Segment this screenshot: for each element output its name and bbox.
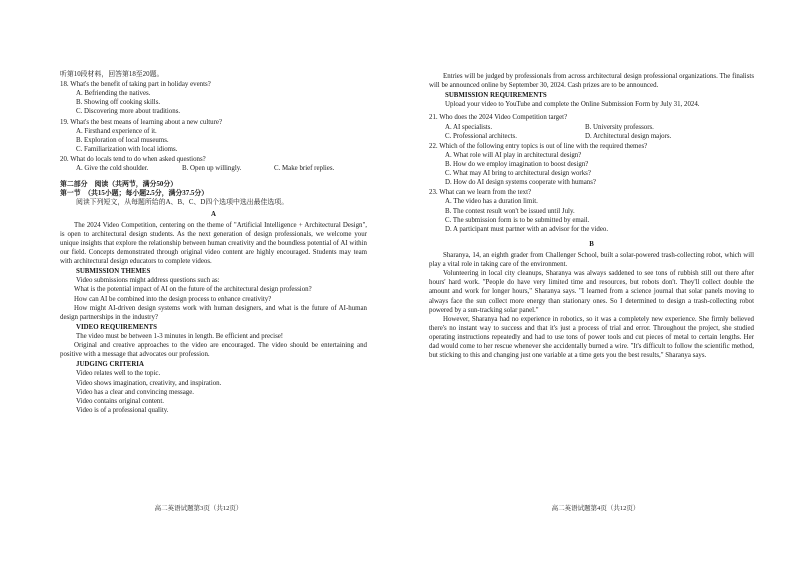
question-20	[60, 155, 367, 173]
right-page	[397, 0, 794, 561]
option-a: A. Give the cold shoulder.	[76, 165, 149, 173]
option-c: C. The submission form is to be submitted by email.	[445, 216, 590, 224]
criterion: Video contains original content.	[76, 397, 164, 405]
judging-criteria-heading: JUDGING CRITERIA	[76, 361, 144, 369]
criterion: Video has a clear and convincing message.	[76, 388, 195, 396]
passage-paragraph: Sharanya, 14, an eighth grader from Challenger School, built a solar-powered trash-collecting robot, which will play a vital role in taking care of the environment.	[429, 251, 754, 269]
option-a: A. Firsthand experience of it.	[76, 127, 157, 135]
question-stem: 18. What's the benefit of taking part in holiday events?	[60, 81, 211, 89]
part-title: 第二部分 阅读（共两节，满分50分）	[60, 181, 178, 189]
option-a: A. What role will AI play in architectural design?	[445, 151, 582, 159]
option-d: D. A participant must partner with an advisor for the video.	[445, 225, 609, 233]
video-requirements-heading: VIDEO REQUIREMENTS	[76, 323, 157, 331]
option-b: B. Open up willingly.	[182, 165, 242, 173]
listening-intro: 听第10段材料，回答第18至20题。	[60, 71, 164, 78]
option-b: B. How do we employ imagination to boost design?	[445, 160, 589, 168]
options-row	[60, 164, 367, 173]
submission-text: Upload your video to YouTube and complete the Online Submission Form by July 31, 2024.	[445, 101, 700, 109]
passage-paragraph: Volunteering in local city cleanups, Sharanya was always saddened to see tons of rubbish still out there after hours' hard work. "People do have very limited time and resources, but robots don't. They'll collect double the amount and work for longer hours," Sharanya says. "I learned from a science journal that solar panels moving to always face the sun collect more energy than stationary ones. So I determined to design a trash-collecting robot powered by a sun-tracking solar panel."	[429, 270, 754, 314]
criterion: Video relates well to the topic.	[76, 370, 161, 378]
requirement-line: The video must be between 1-3 minutes in length. Be efficient and precise!	[76, 332, 284, 340]
option-a: A. Befriending the natives.	[76, 90, 151, 98]
option-c: C. Make brief replies.	[274, 165, 335, 173]
theme-item: How can AI be combined into the design process to enhance creativity?	[74, 295, 272, 303]
themes-intro: Video submissions might address questions such as:	[76, 277, 220, 285]
passage-label-a: A	[211, 210, 216, 218]
requirement-line: Original and creative approaches to the video are encouraged. The video should be entertaining and positive with a message that advocates our profession.	[60, 342, 367, 359]
question-18	[60, 80, 367, 116]
question-stem: 20. What do locals tend to do when asked questions?	[60, 155, 206, 163]
option-a: A. AI specialists.	[445, 123, 493, 131]
option-b: B. The contest result won't be issued until July.	[445, 207, 575, 215]
question-22	[429, 142, 754, 188]
option-b: B. Exploration of local museums.	[76, 136, 169, 144]
question-21	[429, 113, 754, 140]
question-stem: 19. What's the best means of learning about a new culture?	[60, 118, 223, 126]
submission-themes-heading: SUBMISSION THEMES	[76, 268, 151, 276]
option-c: C. Professional architects.	[445, 132, 517, 140]
page-footer: 高二英语试题第3页（共12页）	[154, 505, 243, 512]
section-title: 第一节 （共15小题；每小题2.5分，满分37.5分）	[60, 190, 209, 198]
options-row	[429, 132, 754, 141]
reading-instruction: 阅读下列短文，从每题所给的A、B、C、D四个选项中选出最佳选项。	[76, 199, 289, 207]
question-stem: 22. Which of the following entry topics is out of line with the required themes?	[429, 142, 648, 150]
question-stem: 21. Who does the 2024 Video Competition target?	[429, 114, 568, 122]
submission-requirements-heading: SUBMISSION REQUIREMENTS	[445, 92, 547, 100]
theme-item: How might AI-driven design systems work with human designers, and what is the future of AI-human design partnerships in the industry?	[60, 304, 367, 321]
option-b: B. University professors.	[585, 123, 654, 131]
passage-paragraph: However, Sharanya had no experience in robotics, so it was a completely new experience. She firmly believed there's no instant way to success and that it's just a process of trial and error. Throughout the project, she studied operating instructions repeatedly and had to use tons of power tools and cut pieces of metal to certain lengths. Her dad would come to her rescue whenever she accidentally burned a wire. "It's difficult to follow the scientific method, but sticking to this and changing just one variable at a time gets you the best results," Sharanya says.	[429, 315, 754, 360]
option-b: B. Showing off cooking skills.	[76, 99, 161, 107]
option-d: D. How do AI design systems cooperate with humans?	[445, 179, 596, 187]
passage-intro: The 2024 Video Competition, centering on the theme of "Artificial Intelligence + Architectural Design", is open to architectural design students. As the next generation of design professionals, we welcome your unique insights that explore the relationship between human creativity and the boundless potential of AI within our field. Concepts demonstrated through original video content are highly encouraged. Students may team with architectural design educators to complete videos.	[60, 221, 367, 266]
page-footer: 高二英语试题第4页（共12页）	[551, 505, 640, 512]
entries-paragraph: Entries will be judged by professionals from across architectural design professional organizations. The finalists will be announced online by September 30, 2024. Cash prizes are to be announced.	[429, 73, 754, 90]
theme-item: What is the potential impact of AI on the future of the architectural design profession?	[74, 286, 312, 294]
options-row	[429, 123, 754, 132]
option-c: C. What may AI bring to architectural design works?	[445, 170, 591, 178]
passage-label-b: B	[589, 240, 594, 248]
option-c: C. Familiarization with local idioms.	[76, 145, 178, 153]
option-c: C. Discovering more about traditions.	[76, 108, 181, 116]
option-a: A. The video has a duration limit.	[445, 198, 538, 206]
question-stem: 23. What can we learn from the text?	[429, 189, 532, 197]
question-19	[60, 118, 367, 154]
option-d: D. Architectural design majors.	[585, 132, 672, 140]
criterion: Video is of a professional quality.	[76, 406, 169, 414]
criterion: Video shows imagination, creativity, and inspiration.	[76, 379, 222, 387]
question-23	[429, 188, 754, 234]
